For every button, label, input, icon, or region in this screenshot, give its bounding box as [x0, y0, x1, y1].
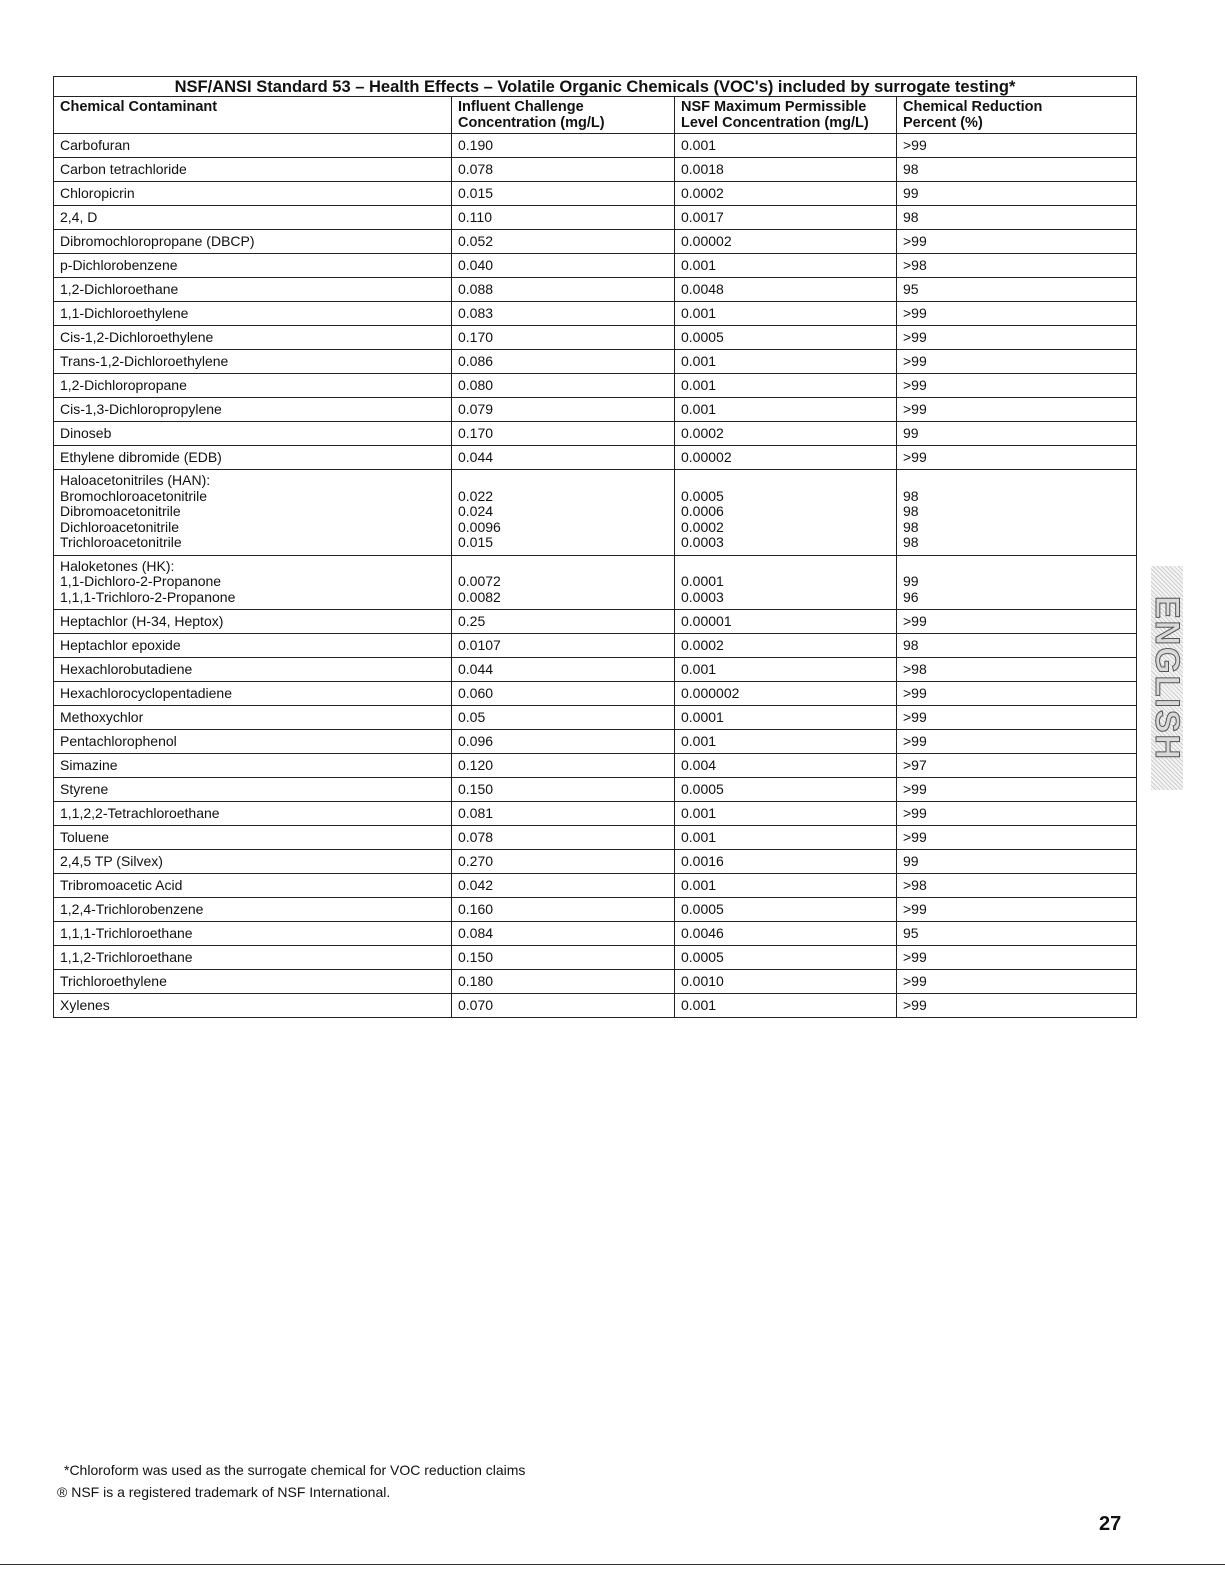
chemical-name-cell: Haloketones (HK): 1,1-Dichloro-2-Propanone 1,1,1-Trichloro-2-Propanone — [54, 555, 452, 610]
chemical-name-cell: Hexachlorobutadiene — [54, 658, 452, 682]
table-title: NSF/ANSI Standard 53 – Health Effects – Volatile Organic Chemicals (VOC's) included by surrogate testing* — [54, 77, 1137, 97]
chemical-name-cell: Cis-1,3-Dichloropropylene — [54, 398, 452, 422]
voc-reduction-table — [53, 76, 1137, 1018]
max-level-cell: 0.0017 — [675, 206, 897, 230]
influent-concentration-cell: 0.170 — [452, 326, 675, 350]
reduction-percent-cell: >99 — [897, 802, 1137, 826]
max-level-cell: 0.004 — [675, 754, 897, 778]
table-row — [54, 706, 1137, 730]
reduction-percent-cell: >99 — [897, 230, 1137, 254]
table-row — [54, 922, 1137, 946]
reduction-percent-cell: >99 — [897, 898, 1137, 922]
reduction-percent-cell: >99 — [897, 706, 1137, 730]
max-level-cell: 0.00002 — [675, 230, 897, 254]
influent-concentration-cell: 0.160 — [452, 898, 675, 922]
table-row — [54, 446, 1137, 470]
influent-concentration-cell: 0.081 — [452, 802, 675, 826]
reduction-percent-cell: >99 — [897, 778, 1137, 802]
table-row — [54, 350, 1137, 374]
chemical-name-cell: Chloropicrin — [54, 182, 452, 206]
influent-concentration-cell: 0.079 — [452, 398, 675, 422]
max-level-cell: 0.000002 — [675, 682, 897, 706]
table-row — [54, 754, 1137, 778]
chemical-name-cell: Carbofuran — [54, 134, 452, 158]
reduction-percent-cell: >99 — [897, 610, 1137, 634]
chemical-name-cell: 1,1,2-Trichloroethane — [54, 946, 452, 970]
table-row — [54, 994, 1137, 1018]
table-row — [54, 970, 1137, 994]
max-level-cell: 0.0005 — [675, 946, 897, 970]
reduction-percent-cell: 95 — [897, 922, 1137, 946]
influent-concentration-cell: 0.070 — [452, 994, 675, 1018]
table-row — [54, 374, 1137, 398]
page-bottom-rule — [0, 1564, 1225, 1565]
table-row — [54, 874, 1137, 898]
max-level-cell: 0.0048 — [675, 278, 897, 302]
table-row — [54, 182, 1137, 206]
influent-concentration-cell: 0.040 — [452, 254, 675, 278]
reduction-percent-cell: >99 — [897, 398, 1137, 422]
max-level-cell: 0.0001 — [675, 706, 897, 730]
chemical-name-cell: 1,1-Dichloroethylene — [54, 302, 452, 326]
influent-concentration-cell: 0.110 — [452, 206, 675, 230]
max-level-cell: 0.0016 — [675, 850, 897, 874]
max-level-cell: 0.0005 0.0006 0.0002 0.0003 — [675, 470, 897, 556]
influent-concentration-cell: 0.150 — [452, 946, 675, 970]
table-row — [54, 730, 1137, 754]
reduction-percent-cell: >99 — [897, 682, 1137, 706]
table-header-row — [54, 97, 1137, 134]
max-level-cell: 0.001 — [675, 398, 897, 422]
max-level-cell: 0.001 — [675, 254, 897, 278]
chemical-name-cell: Pentachlorophenol — [54, 730, 452, 754]
reduction-percent-cell: >99 — [897, 326, 1137, 350]
chemical-name-cell: Hexachlorocyclopentadiene — [54, 682, 452, 706]
reduction-percent-cell: >99 — [897, 302, 1137, 326]
reduction-percent-cell: 98 — [897, 158, 1137, 182]
max-level-cell: 0.001 — [675, 730, 897, 754]
table-row — [54, 826, 1137, 850]
max-level-cell: 0.0046 — [675, 922, 897, 946]
table-row — [54, 302, 1137, 326]
max-level-cell: 0.001 — [675, 374, 897, 398]
chemical-name-cell: Toluene — [54, 826, 452, 850]
reduction-percent-cell: >99 — [897, 134, 1137, 158]
max-level-cell: 0.0002 — [675, 422, 897, 446]
chemical-name-cell: Heptachlor (H-34, Heptox) — [54, 610, 452, 634]
table-row — [54, 326, 1137, 350]
table-row — [54, 802, 1137, 826]
influent-concentration-cell: 0.0072 0.0082 — [452, 555, 675, 610]
table-row — [54, 682, 1137, 706]
influent-concentration-cell: 0.088 — [452, 278, 675, 302]
chemical-name-cell: Xylenes — [54, 994, 452, 1018]
chemical-name-cell: Dibromochloropropane (DBCP) — [54, 230, 452, 254]
chemical-name-cell: 1,1,1-Trichloroethane — [54, 922, 452, 946]
max-level-cell: 0.0005 — [675, 898, 897, 922]
table-body — [54, 134, 1137, 1018]
influent-concentration-cell: 0.052 — [452, 230, 675, 254]
chemical-name-cell: Trans-1,2-Dichloroethylene — [54, 350, 452, 374]
reduction-percent-cell: 99 — [897, 850, 1137, 874]
reduction-percent-cell: >99 — [897, 826, 1137, 850]
reduction-percent-cell: >97 — [897, 754, 1137, 778]
chemical-name-cell: 2,4, D — [54, 206, 452, 230]
column-header: NSF Maximum Permissible Level Concentration (mg/L) — [675, 97, 897, 134]
max-level-cell: 0.001 — [675, 302, 897, 326]
column-header: Chemical Reduction Percent (%) — [897, 97, 1137, 134]
chemical-name-cell: Carbon tetrachloride — [54, 158, 452, 182]
max-level-cell: 0.001 — [675, 826, 897, 850]
table-row — [54, 634, 1137, 658]
chemical-name-cell: Heptachlor epoxide — [54, 634, 452, 658]
reduction-percent-cell: >99 — [897, 970, 1137, 994]
max-level-cell: 0.0005 — [675, 778, 897, 802]
influent-concentration-cell: 0.080 — [452, 374, 675, 398]
language-side-tab — [1148, 566, 1187, 790]
trademark-footnote: ® NSF is a registered trademark of NSF International. — [57, 1484, 391, 1500]
reduction-percent-cell: 98 — [897, 206, 1137, 230]
surrogate-footnote: *Chloroform was used as the surrogate chemical for VOC reduction claims — [64, 1462, 526, 1478]
table-row — [54, 278, 1137, 302]
reduction-percent-cell: 99 — [897, 422, 1137, 446]
reduction-percent-cell: 95 — [897, 278, 1137, 302]
reduction-percent-cell: >99 — [897, 446, 1137, 470]
influent-concentration-cell: 0.096 — [452, 730, 675, 754]
max-level-cell: 0.0018 — [675, 158, 897, 182]
chemical-name-cell: p-Dichlorobenzene — [54, 254, 452, 278]
max-level-cell: 0.001 — [675, 134, 897, 158]
table-row — [54, 555, 1137, 610]
reduction-percent-cell: >99 — [897, 730, 1137, 754]
max-level-cell: 0.001 — [675, 994, 897, 1018]
reduction-percent-cell: >98 — [897, 874, 1137, 898]
max-level-cell: 0.0010 — [675, 970, 897, 994]
table-row — [54, 398, 1137, 422]
chemical-name-cell: 1,2-Dichloropropane — [54, 374, 452, 398]
chemical-name-cell: 1,2-Dichloroethane — [54, 278, 452, 302]
influent-concentration-cell: 0.015 — [452, 182, 675, 206]
influent-concentration-cell: 0.044 — [452, 658, 675, 682]
chemical-name-cell: Tribromoacetic Acid — [54, 874, 452, 898]
reduction-percent-cell: >98 — [897, 254, 1137, 278]
influent-concentration-cell: 0.150 — [452, 778, 675, 802]
max-level-cell: 0.001 — [675, 350, 897, 374]
table-row — [54, 254, 1137, 278]
max-level-cell: 0.001 — [675, 802, 897, 826]
chemical-name-cell: 2,4,5 TP (Silvex) — [54, 850, 452, 874]
table-row — [54, 134, 1137, 158]
influent-concentration-cell: 0.180 — [452, 970, 675, 994]
table-row — [54, 850, 1137, 874]
influent-concentration-cell: 0.170 — [452, 422, 675, 446]
reduction-percent-cell: >99 — [897, 946, 1137, 970]
column-header: Chemical Contaminant — [54, 97, 452, 134]
column-header: Influent Challenge Concentration (mg/L) — [452, 97, 675, 134]
chemical-name-cell: 1,2,4-Trichlorobenzene — [54, 898, 452, 922]
influent-concentration-cell: 0.120 — [452, 754, 675, 778]
influent-concentration-cell: 0.060 — [452, 682, 675, 706]
page-number: 27 — [1099, 1513, 1122, 1535]
max-level-cell: 0.00001 — [675, 610, 897, 634]
chemical-name-cell: Haloacetonitriles (HAN): Bromochloroacetonitrile Dibromoacetonitrile Dichloroacetonitrile Trichloroacetonitrile — [54, 470, 452, 556]
table-row — [54, 422, 1137, 446]
influent-concentration-cell: 0.05 — [452, 706, 675, 730]
chemical-name-cell: Cis-1,2-Dichloroethylene — [54, 326, 452, 350]
table-row — [54, 470, 1137, 556]
chemical-name-cell: Dinoseb — [54, 422, 452, 446]
max-level-cell: 0.001 — [675, 658, 897, 682]
influent-concentration-cell: 0.042 — [452, 874, 675, 898]
table-row — [54, 658, 1137, 682]
max-level-cell: 0.0002 — [675, 634, 897, 658]
reduction-percent-cell: 98 98 98 98 — [897, 470, 1137, 556]
table-row — [54, 230, 1137, 254]
max-level-cell: 0.0005 — [675, 326, 897, 350]
table-row — [54, 610, 1137, 634]
chemical-name-cell: Methoxychlor — [54, 706, 452, 730]
table-row — [54, 946, 1137, 970]
chemical-name-cell: Styrene — [54, 778, 452, 802]
influent-concentration-cell: 0.25 — [452, 610, 675, 634]
chemical-name-cell: Trichloroethylene — [54, 970, 452, 994]
max-level-cell: 0.00002 — [675, 446, 897, 470]
influent-concentration-cell: 0.270 — [452, 850, 675, 874]
max-level-cell: 0.001 — [675, 874, 897, 898]
reduction-percent-cell: 99 — [897, 182, 1137, 206]
reduction-percent-cell: >99 — [897, 994, 1137, 1018]
influent-concentration-cell: 0.083 — [452, 302, 675, 326]
chemical-name-cell: Ethylene dibromide (EDB) — [54, 446, 452, 470]
influent-concentration-cell: 0.0107 — [452, 634, 675, 658]
table-row — [54, 898, 1137, 922]
influent-concentration-cell: 0.044 — [452, 446, 675, 470]
reduction-percent-cell: 99 96 — [897, 555, 1137, 610]
reduction-percent-cell: 98 — [897, 634, 1137, 658]
influent-concentration-cell: 0.078 — [452, 826, 675, 850]
influent-concentration-cell: 0.078 — [452, 158, 675, 182]
table-row — [54, 158, 1137, 182]
influent-concentration-cell: 0.084 — [452, 922, 675, 946]
max-level-cell: 0.0002 — [675, 182, 897, 206]
max-level-cell: 0.0001 0.0003 — [675, 555, 897, 610]
influent-concentration-cell: 0.022 0.024 0.0096 0.015 — [452, 470, 675, 556]
influent-concentration-cell: 0.190 — [452, 134, 675, 158]
reduction-percent-cell: >98 — [897, 658, 1137, 682]
chemical-name-cell: Simazine — [54, 754, 452, 778]
table-row — [54, 206, 1137, 230]
reduction-percent-cell: >99 — [897, 374, 1137, 398]
side-tab-label: ENGLISH — [1148, 595, 1187, 761]
table-row — [54, 778, 1137, 802]
influent-concentration-cell: 0.086 — [452, 350, 675, 374]
chemical-name-cell: 1,1,2,2-Tetrachloroethane — [54, 802, 452, 826]
reduction-percent-cell: >99 — [897, 350, 1137, 374]
